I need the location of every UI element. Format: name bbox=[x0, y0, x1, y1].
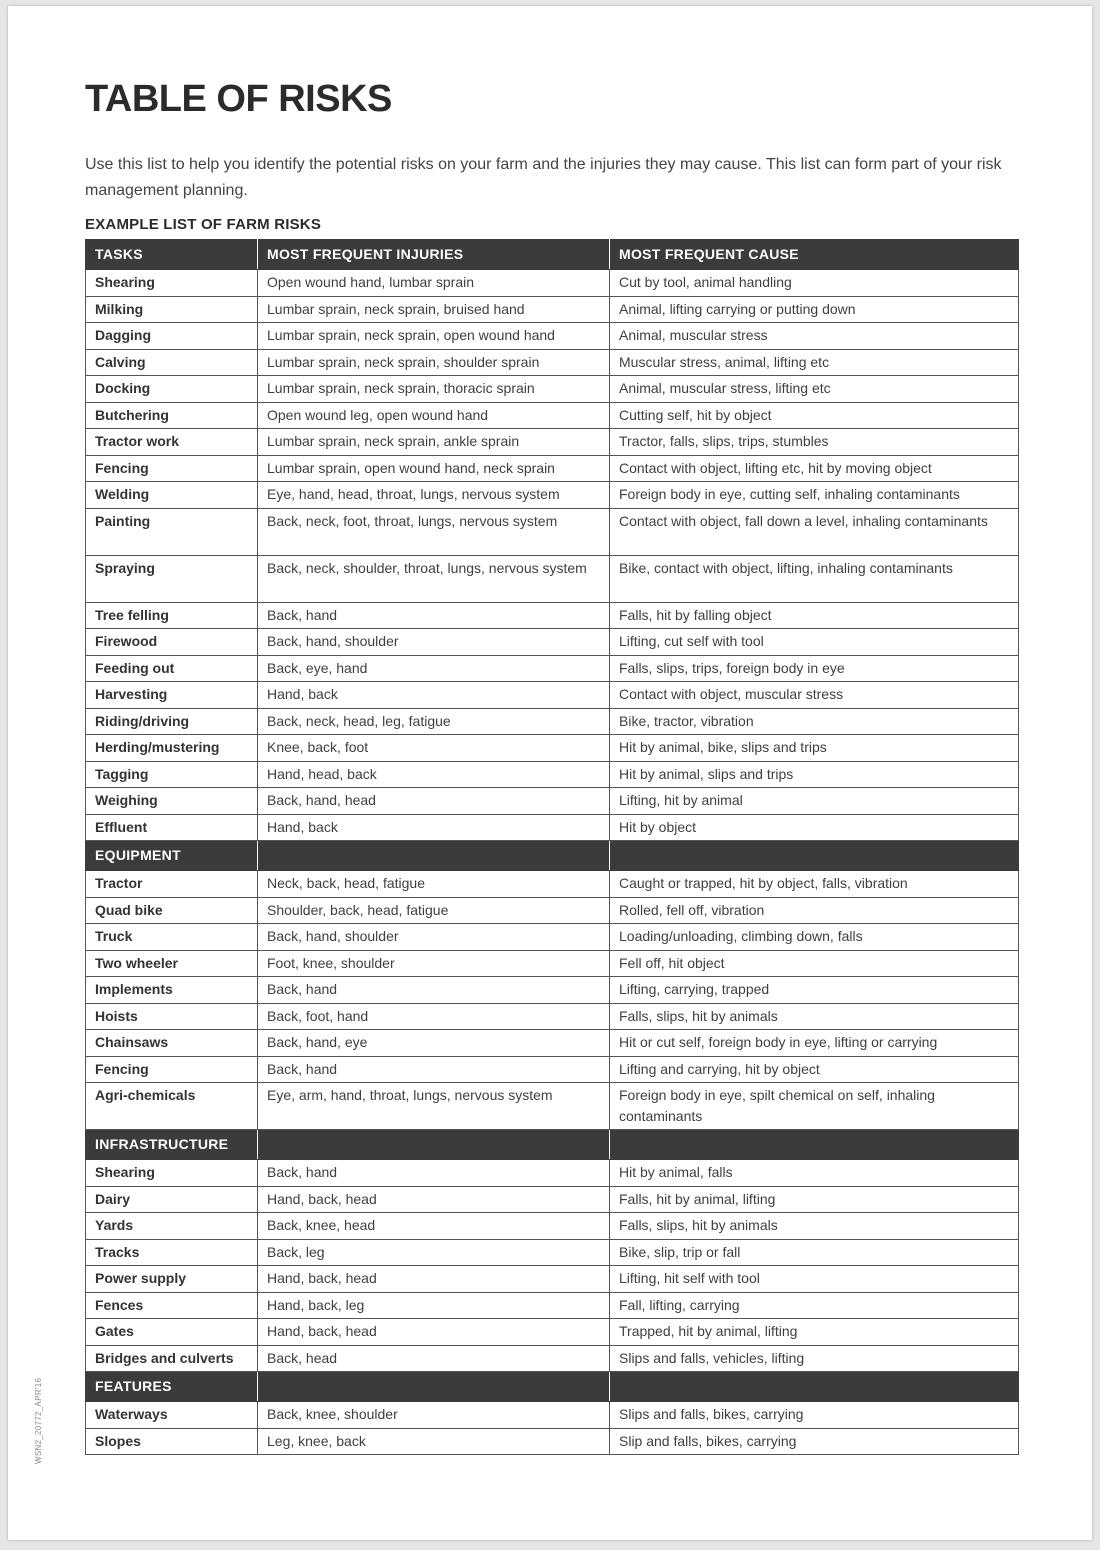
task-cell: Feeding out bbox=[86, 655, 258, 682]
injuries-cell: Back, neck, foot, throat, lungs, nervous system bbox=[258, 508, 610, 555]
section-empty-cell bbox=[258, 1130, 610, 1160]
cause-cell: Hit by animal, bike, slips and trips bbox=[610, 735, 1019, 762]
intro-paragraph: Use this list to help you identify the potential risks on your farm and the injuries they may cause. This list can form part of your risk management planning. bbox=[85, 156, 1002, 199]
table-row bbox=[86, 1292, 1019, 1319]
table-row bbox=[86, 296, 1019, 323]
injuries-cell: Back, hand, eye bbox=[258, 1030, 610, 1057]
task-cell: Truck bbox=[86, 924, 258, 951]
cause-cell: Bike, tractor, vibration bbox=[610, 708, 1019, 735]
task-cell: Painting bbox=[86, 508, 258, 555]
task-cell: Slopes bbox=[86, 1428, 258, 1455]
document-code: WSN2_20772_APR'16 bbox=[34, 1377, 43, 1464]
injuries-cell: Back, neck, shoulder, throat, lungs, nervous system bbox=[258, 555, 610, 602]
injuries-cell: Back, hand bbox=[258, 1160, 610, 1187]
cause-cell: Bike, contact with object, lifting, inhaling contaminants bbox=[610, 555, 1019, 602]
task-cell: Chainsaws bbox=[86, 1030, 258, 1057]
column-header-tasks: TASKS bbox=[86, 240, 258, 270]
injuries-cell: Hand, back, head bbox=[258, 1319, 610, 1346]
injuries-cell: Back, leg bbox=[258, 1239, 610, 1266]
task-cell: Dairy bbox=[86, 1186, 258, 1213]
cause-cell: Slips and falls, bikes, carrying bbox=[610, 1402, 1019, 1429]
table-row bbox=[86, 761, 1019, 788]
task-cell: Two wheeler bbox=[86, 950, 258, 977]
column-header-cause: MOST FREQUENT CAUSE bbox=[610, 240, 1019, 270]
cause-cell: Tractor, falls, slips, trips, stumbles bbox=[610, 429, 1019, 456]
section-equipment bbox=[86, 841, 1019, 871]
cause-cell: Loading/unloading, climbing down, falls bbox=[610, 924, 1019, 951]
section-equipment-label: EQUIPMENT bbox=[86, 841, 258, 871]
task-cell: Welding bbox=[86, 482, 258, 509]
table-row bbox=[86, 1266, 1019, 1293]
cause-cell: Bike, slip, trip or fall bbox=[610, 1239, 1019, 1266]
table-row bbox=[86, 897, 1019, 924]
table-row bbox=[86, 814, 1019, 841]
table-row bbox=[86, 1056, 1019, 1083]
injuries-cell: Back, eye, hand bbox=[258, 655, 610, 682]
section-empty-cell bbox=[610, 841, 1019, 871]
injuries-cell: Back, hand, shoulder bbox=[258, 629, 610, 656]
risks-table bbox=[85, 239, 1019, 1455]
section-empty-cell bbox=[258, 841, 610, 871]
section-empty-cell bbox=[610, 1372, 1019, 1402]
table-row bbox=[86, 655, 1019, 682]
task-cell: Quad bike bbox=[86, 897, 258, 924]
cause-cell: Hit or cut self, foreign body in eye, lifting or carrying bbox=[610, 1030, 1019, 1057]
task-cell: Waterways bbox=[86, 1402, 258, 1429]
cause-cell: Foreign body in eye, spilt chemical on self, inhaling contaminants bbox=[610, 1083, 1019, 1130]
table-row bbox=[86, 924, 1019, 951]
injuries-cell: Leg, knee, back bbox=[258, 1428, 610, 1455]
task-cell: Herding/mustering bbox=[86, 735, 258, 762]
cause-cell: Contact with object, fall down a level, inhaling contaminants bbox=[610, 508, 1019, 555]
injuries-cell: Lumbar sprain, neck sprain, bruised hand bbox=[258, 296, 610, 323]
injuries-cell: Hand, back bbox=[258, 814, 610, 841]
cause-cell: Falls, slips, trips, foreign body in eye bbox=[610, 655, 1019, 682]
cause-cell: Hit by animal, slips and trips bbox=[610, 761, 1019, 788]
table-row bbox=[86, 482, 1019, 509]
table-row bbox=[86, 1160, 1019, 1187]
cause-cell: Lifting and carrying, hit by object bbox=[610, 1056, 1019, 1083]
table-row bbox=[86, 871, 1019, 898]
injuries-cell: Lumbar sprain, neck sprain, thoracic sprain bbox=[258, 376, 610, 403]
table-row bbox=[86, 323, 1019, 350]
task-cell: Gates bbox=[86, 1319, 258, 1346]
cause-cell: Cut by tool, animal handling bbox=[610, 270, 1019, 297]
task-cell: Fencing bbox=[86, 1056, 258, 1083]
injuries-cell: Back, knee, head bbox=[258, 1213, 610, 1240]
injuries-cell: Open wound hand, lumbar sprain bbox=[258, 270, 610, 297]
task-cell: Tractor bbox=[86, 871, 258, 898]
column-header-injuries: MOST FREQUENT INJURIES bbox=[258, 240, 610, 270]
cause-cell: Lifting, hit self with tool bbox=[610, 1266, 1019, 1293]
task-cell: Docking bbox=[86, 376, 258, 403]
table-row bbox=[86, 349, 1019, 376]
table-row bbox=[86, 682, 1019, 709]
table-row bbox=[86, 1030, 1019, 1057]
injuries-cell: Lumbar sprain, neck sprain, shoulder sprain bbox=[258, 349, 610, 376]
injuries-cell: Hand, back, leg bbox=[258, 1292, 610, 1319]
task-cell: Weighing bbox=[86, 788, 258, 815]
table-row bbox=[86, 508, 1019, 555]
table-row bbox=[86, 788, 1019, 815]
injuries-cell: Back, neck, head, leg, fatigue bbox=[258, 708, 610, 735]
cause-cell: Contact with object, lifting etc, hit by moving object bbox=[610, 455, 1019, 482]
table-row bbox=[86, 1186, 1019, 1213]
injuries-cell: Hand, back bbox=[258, 682, 610, 709]
table-row bbox=[86, 1083, 1019, 1130]
injuries-cell: Lumbar sprain, neck sprain, ankle sprain bbox=[258, 429, 610, 456]
injuries-cell: Neck, back, head, fatigue bbox=[258, 871, 610, 898]
cause-cell: Contact with object, muscular stress bbox=[610, 682, 1019, 709]
cause-cell: Animal, muscular stress, lifting etc bbox=[610, 376, 1019, 403]
table-row bbox=[86, 1239, 1019, 1266]
section-infrastructure bbox=[86, 1130, 1019, 1160]
table-row bbox=[86, 1213, 1019, 1240]
task-cell: Butchering bbox=[86, 402, 258, 429]
task-cell: Shearing bbox=[86, 270, 258, 297]
document-page bbox=[8, 6, 1092, 1540]
cause-cell: Muscular stress, animal, lifting etc bbox=[610, 349, 1019, 376]
page-title: TABLE OF RISKS bbox=[85, 78, 392, 120]
task-cell: Tree felling bbox=[86, 602, 258, 629]
task-cell: Harvesting bbox=[86, 682, 258, 709]
cause-cell: Falls, slips, hit by animals bbox=[610, 1213, 1019, 1240]
cause-cell: Rolled, fell off, vibration bbox=[610, 897, 1019, 924]
injuries-cell: Back, hand, shoulder bbox=[258, 924, 610, 951]
task-cell: Bridges and culverts bbox=[86, 1345, 258, 1372]
cause-cell: Trapped, hit by animal, lifting bbox=[610, 1319, 1019, 1346]
task-cell: Effluent bbox=[86, 814, 258, 841]
section-infrastructure-label: INFRASTRUCTURE bbox=[86, 1130, 258, 1160]
injuries-cell: Back, foot, hand bbox=[258, 1003, 610, 1030]
section-features-label: FEATURES bbox=[86, 1372, 258, 1402]
injuries-cell: Hand, back, head bbox=[258, 1186, 610, 1213]
task-cell: Tagging bbox=[86, 761, 258, 788]
task-cell: Tractor work bbox=[86, 429, 258, 456]
task-cell: Riding/driving bbox=[86, 708, 258, 735]
cause-cell: Lifting, carrying, trapped bbox=[610, 977, 1019, 1004]
cause-cell: Falls, hit by falling object bbox=[610, 602, 1019, 629]
injuries-cell: Lumbar sprain, open wound hand, neck sprain bbox=[258, 455, 610, 482]
task-cell: Implements bbox=[86, 977, 258, 1004]
injuries-cell: Lumbar sprain, neck sprain, open wound hand bbox=[258, 323, 610, 350]
cause-cell: Hit by object bbox=[610, 814, 1019, 841]
table-row bbox=[86, 629, 1019, 656]
injuries-cell: Knee, back, foot bbox=[258, 735, 610, 762]
cause-cell: Caught or trapped, hit by object, falls, vibration bbox=[610, 871, 1019, 898]
task-cell: Fencing bbox=[86, 455, 258, 482]
cause-cell: Slip and falls, bikes, carrying bbox=[610, 1428, 1019, 1455]
task-cell: Shearing bbox=[86, 1160, 258, 1187]
table-row bbox=[86, 1319, 1019, 1346]
section-features bbox=[86, 1372, 1019, 1402]
task-cell: Hoists bbox=[86, 1003, 258, 1030]
injuries-cell: Eye, arm, hand, throat, lungs, nervous system bbox=[258, 1083, 610, 1130]
table-row bbox=[86, 270, 1019, 297]
injuries-cell: Back, hand bbox=[258, 602, 610, 629]
injuries-cell: Hand, back, head bbox=[258, 1266, 610, 1293]
task-cell: Agri-chemicals bbox=[86, 1083, 258, 1130]
cause-cell: Fell off, hit object bbox=[610, 950, 1019, 977]
risks-table-body bbox=[86, 270, 1019, 1455]
task-cell: Power supply bbox=[86, 1266, 258, 1293]
injuries-cell: Back, head bbox=[258, 1345, 610, 1372]
table-row bbox=[86, 1402, 1019, 1429]
section-empty-cell bbox=[610, 1130, 1019, 1160]
injuries-cell: Shoulder, back, head, fatigue bbox=[258, 897, 610, 924]
table-row bbox=[86, 950, 1019, 977]
injuries-cell: Hand, head, back bbox=[258, 761, 610, 788]
cause-cell: Lifting, cut self with tool bbox=[610, 629, 1019, 656]
injuries-cell: Back, hand, head bbox=[258, 788, 610, 815]
task-cell: Dagging bbox=[86, 323, 258, 350]
table-row bbox=[86, 977, 1019, 1004]
table-row bbox=[86, 1003, 1019, 1030]
injuries-cell: Eye, hand, head, throat, lungs, nervous system bbox=[258, 482, 610, 509]
task-cell: Calving bbox=[86, 349, 258, 376]
table-row bbox=[86, 735, 1019, 762]
cause-cell: Lifting, hit by animal bbox=[610, 788, 1019, 815]
task-cell: Yards bbox=[86, 1213, 258, 1240]
cause-cell: Foreign body in eye, cutting self, inhaling contaminants bbox=[610, 482, 1019, 509]
table-subtitle: EXAMPLE LIST OF FARM RISKS bbox=[85, 216, 322, 233]
task-cell: Fences bbox=[86, 1292, 258, 1319]
task-cell: Tracks bbox=[86, 1239, 258, 1266]
cause-cell: Falls, slips, hit by animals bbox=[610, 1003, 1019, 1030]
cause-cell: Hit by animal, falls bbox=[610, 1160, 1019, 1187]
injuries-cell: Open wound leg, open wound hand bbox=[258, 402, 610, 429]
cause-cell: Slips and falls, vehicles, lifting bbox=[610, 1345, 1019, 1372]
table-row bbox=[86, 402, 1019, 429]
table-row bbox=[86, 376, 1019, 403]
table-row bbox=[86, 455, 1019, 482]
task-cell: Spraying bbox=[86, 555, 258, 602]
injuries-cell: Foot, knee, shoulder bbox=[258, 950, 610, 977]
table-header-row bbox=[86, 240, 1019, 270]
cause-cell: Animal, muscular stress bbox=[610, 323, 1019, 350]
injuries-cell: Back, hand bbox=[258, 1056, 610, 1083]
section-empty-cell bbox=[258, 1372, 610, 1402]
cause-cell: Cutting self, hit by object bbox=[610, 402, 1019, 429]
cause-cell: Falls, hit by animal, lifting bbox=[610, 1186, 1019, 1213]
table-row bbox=[86, 1345, 1019, 1372]
table-row bbox=[86, 708, 1019, 735]
injuries-cell: Back, knee, shoulder bbox=[258, 1402, 610, 1429]
table-row bbox=[86, 1428, 1019, 1455]
table-row bbox=[86, 602, 1019, 629]
cause-cell: Animal, lifting carrying or putting down bbox=[610, 296, 1019, 323]
injuries-cell: Back, hand bbox=[258, 977, 610, 1004]
task-cell: Milking bbox=[86, 296, 258, 323]
task-cell: Firewood bbox=[86, 629, 258, 656]
table-row bbox=[86, 429, 1019, 456]
cause-cell: Fall, lifting, carrying bbox=[610, 1292, 1019, 1319]
table-row bbox=[86, 555, 1019, 602]
